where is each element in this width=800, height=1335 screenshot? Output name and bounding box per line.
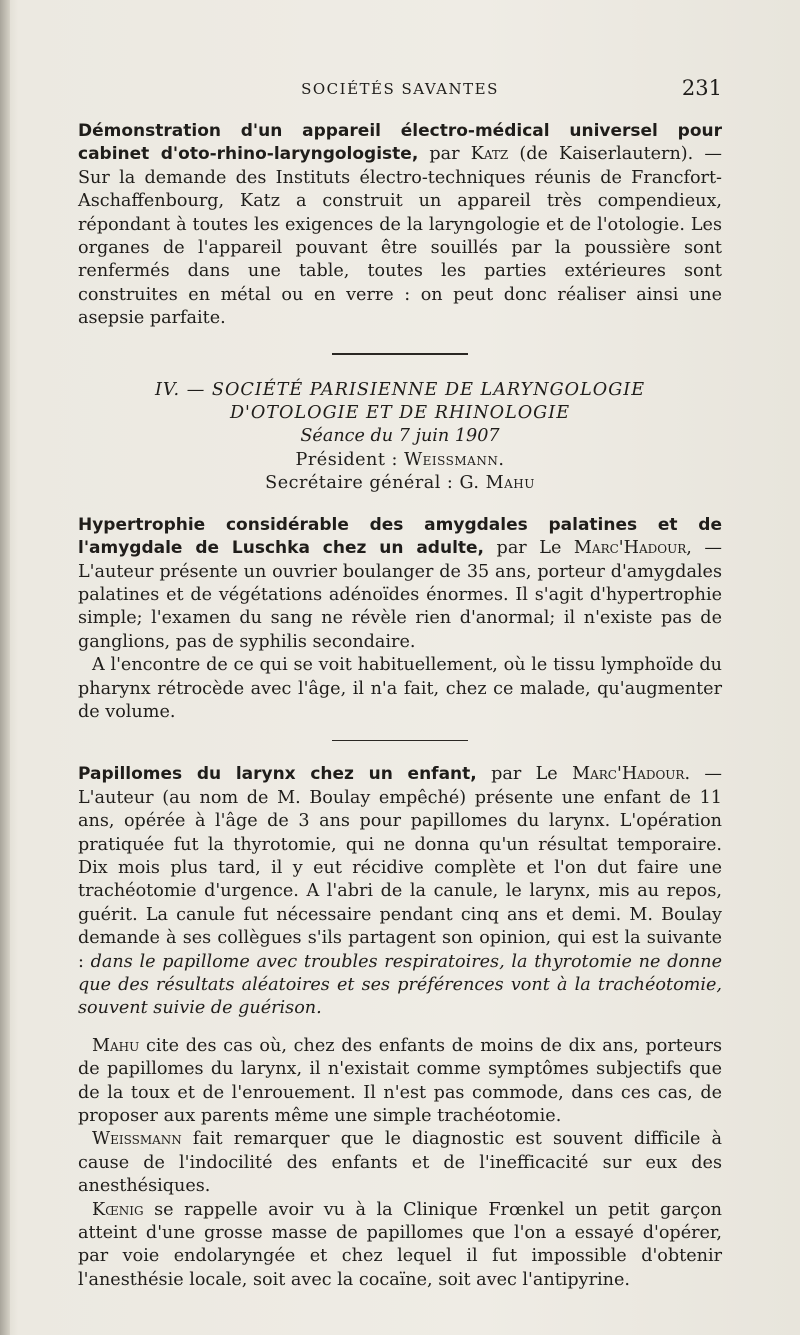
article-title: Démonstration d'un appareil électro-médical universel pour cabinet d'oto-rhino-laryngologiste, bbox=[78, 121, 722, 165]
running-head bbox=[78, 76, 722, 100]
discussion-mahu: Mahu cite des cas où, chez des enfants de moins de dix ans, porteurs de papillomes du larynx, il n'existait comme symptômes subjectifs que de la toux et de l'enrouement. Il n'est pas commode, dans ces cas, de proposer aux parents même une simple trachéotomie. bbox=[78, 1035, 722, 1127]
discussant-name: Kœnig bbox=[92, 1199, 144, 1220]
discussion-weissmann: Weissmann fait remarquer que le diagnostic est souvent difficile à cause de l'indocilité des enfants et de l'inefficacité sur eux des anesthésiques. bbox=[78, 1129, 722, 1197]
article-amygdales: Hypertrophie considérable des amygdales palatines et de l'amygdale de Luschka chez un adulte, par Le Marc'Hadour, — L'auteur présente un ouvrier boulanger de 35 ans, porteur d'amygdales palatines et de végétations adénoïdes énormes. Il s'agit d'hypertrophie simple; l'examen du sang ne révèle rien d'anormal; il n'existe pas de ganglions, pas de syphilis secondaire. bbox=[78, 514, 722, 652]
article-body: Sur la demande des Instituts électro-techniques réunis de Francfort-Aschaffenbourg, Katz a construit un appareil très compendieux, répondant à toutes les exigences de la laryngologie et de l'otologie. Les organes de l'appareil pouvant être souillés par la poussière sont renfermés dans une table, toutes les parties extérieures sont construites en métal ou en verre : on peut donc réaliser ainsi une asepsie parfaite. bbox=[78, 167, 722, 329]
quoted-opinion: dans le papillome avec troubles respiratoires, la thyrotomie ne donne que des résultats aléatoires et ses préférences vont à la trachéotomie, souvent suivie de guérison. bbox=[78, 951, 722, 1019]
society-name-cont: D'OTOLOGIE ET DE RHINOLOGIE bbox=[229, 403, 571, 424]
article-paragraph: A l'encontre de ce qui se voit habituellement, où le tissu lymphoïde du pharynx rétrocède avec l'âge, il n'a fait, chez ce malade, qu'augmenter de volume. bbox=[78, 655, 722, 722]
author-name: Marc'Hadour bbox=[573, 538, 687, 559]
article-title: Hypertrophie considérable des amygdales palatines et de l'amygdale de Luschka chez un adulte, bbox=[78, 514, 722, 559]
president-name: Weissmann. bbox=[404, 449, 505, 470]
discussant-name: Mahu bbox=[92, 1035, 140, 1056]
section-heading bbox=[78, 379, 722, 496]
president-line: Président : Weissmann. bbox=[295, 449, 505, 470]
article-body: L'auteur présente un ouvrier boulanger de 35 ans, porteur d'amygdales palatines et de végétations adénoïdes énormes. Il s'agit d'hypertrophie simple; l'examen du sang ne révèle rien d'anormal; il n'existe pas de ganglions, pas de syphilis secondaire. bbox=[78, 561, 722, 652]
secretary-name: Mahu bbox=[485, 473, 535, 494]
secretary-line: Secrétaire général : G. Mahu bbox=[265, 473, 535, 494]
article-divider bbox=[332, 740, 468, 741]
text-column bbox=[78, 120, 722, 1292]
page-number: 231 bbox=[681, 76, 722, 100]
author-name: Katz bbox=[470, 144, 509, 165]
article-katz: Démonstration d'un appareil électro-médical universel pour cabinet d'oto-rhino-laryngologiste, par Katz (de Kaiserlautern). — Sur la demande des Instituts électro-techniques réunis de Francfort-Aschaffenbourg, Katz a construit un appareil très compendieux, répondant à toutes les exigences de la laryngologie et de l'otologie. Les organes de l'appareil pouvant être souillés par la poussière sont renfermés dans une table, toutes les parties extérieures sont construites en métal ou en verre : on peut donc réaliser ainsi une asepsie parfaite. bbox=[78, 121, 722, 329]
article-title: Papillomes du larynx chez un enfant, bbox=[78, 764, 477, 785]
discussion-koenig: Kœnig se rappelle avoir vu à la Clinique Frœnkel un petit garçon atteint d'une grosse masse de papillomes que l'on a essayé d'opérer, par voie endolaryngée et chez lequel il fut impossible d'obtenir l'anesthésie locale, soit avec la cocaïne, soit avec l'antipyrine. bbox=[78, 1199, 722, 1290]
session-date: Séance du 7 juin 1907 bbox=[300, 426, 500, 447]
society-name: IV. — SOCIÉTÉ PARISIENNE DE LARYNGOLOGIE bbox=[154, 379, 646, 400]
running-title: SOCIÉTÉS SAVANTES bbox=[301, 80, 499, 98]
section-divider bbox=[332, 353, 468, 355]
author-name: Marc'Hadour bbox=[572, 764, 685, 785]
page-edge-shadow bbox=[0, 0, 10, 1335]
discussant-name: Weissmann bbox=[92, 1129, 182, 1150]
article-papillomes: Papillomes du larynx chez un enfant, par Le Marc'Hadour. — L'auteur (au nom de M. Boulay empêché) présente une enfant de 11 ans, opérée à l'âge de 3 ans pour papillomes du larynx. L'opération pratiquée fut la thyrotomie, qui ne donna qu'un résultat temporaire. Dix mois plus tard, il y eut récidive complète et l'on dut faire une trachéotomie d'urgence. A l'abri de la canule, le larynx, mis au repos, guérit. La canule fut nécessaire pendant cinq ans et demi. M. Boulay demande à ses collègues s'ils partagent son opinion, qui est la suivante : dans le papillome avec troubles respiratoires, la thyrotomie ne donne que des résultats aléatoires et ses préférences vont à la trachéotomie, souvent suivie de guérison. bbox=[78, 764, 723, 1019]
article-body: L'auteur (au nom de M. Boulay empêché) présente une enfant de 11 ans, opérée à l'âge de 3 ans pour papillomes du larynx. L'opération pratiquée fut la thyrotomie, qui ne donna qu'un résultat temporaire. Dix mois plus tard, il y eut récidive complète et l'on dut faire une trachéotomie d'urgence. A l'abri de la canule, le larynx, mis au repos, guérit. La canule fut nécessaire pendant cinq ans et demi. M. Boulay demande à ses collègues s'ils partagent son opinion, qui est la suivante : bbox=[78, 787, 722, 972]
